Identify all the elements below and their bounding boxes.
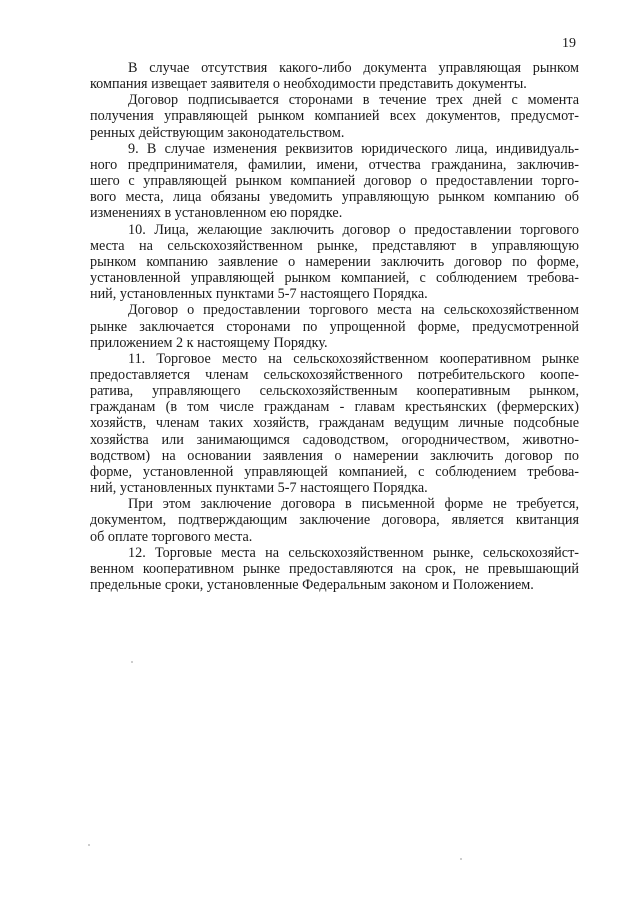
paragraph <box>90 351 579 496</box>
text-line: ний, установленных пунктами 5-7 настоящего Порядка. <box>90 480 428 497</box>
text-line: шего с управляющей рынком компанией договор о предоставлении торго- <box>90 173 579 190</box>
body-text <box>90 60 579 593</box>
paragraph <box>90 222 579 303</box>
text-line: предельные сроки, установленные Федеральным законом и Положением. <box>90 577 534 593</box>
paragraph <box>90 60 579 92</box>
text-line: получения управляющей рынком компанией всех документов, предусмот- <box>90 108 579 125</box>
scan-speck <box>460 858 462 860</box>
text-line: компания извещает заявителя о необходимости представить документы. <box>90 76 527 93</box>
text-line: рынке заключается сторонами по упрощенной форме, предусмотренной <box>90 318 579 335</box>
text-line: 10. Лица, желающие заключить договор о предоставлении торгового <box>128 221 579 238</box>
text-line: 9. В случае изменения реквизитов юридического лица, индивидуаль- <box>128 140 579 157</box>
text-line: 11. Торговое место на сельскохозяйственном кооперативном рынке <box>128 350 579 367</box>
paragraph <box>90 545 579 593</box>
text-line: форме, установленной управляющей компанией, с соблюдением требова- <box>90 463 579 480</box>
text-line: установленной управляющей рынком компанией, с соблюдением требова- <box>90 270 579 287</box>
text-line: документом, подтверждающим заключение договора, является квитанция <box>90 512 579 529</box>
paragraph <box>90 496 579 544</box>
text-line: изменениях в установленном ею порядке. <box>90 205 343 222</box>
text-line: рынком компанию заявление о намерении заключить договор по форме, <box>90 253 579 270</box>
text-line: 12. Торговые места на сельскохозяйственном рынке, сельскохозяйст- <box>128 544 579 561</box>
text-line: При этом заключение договора в письменной форме не требуется, <box>128 496 579 513</box>
text-line: ний, установленных пунктами 5-7 настоящего Порядка. <box>90 286 428 303</box>
text-line: вого места, лица обязаны уведомить управляющую рынком компанию об <box>90 189 579 206</box>
text-line: водством) на основании заявления о намерении заключить договор по <box>90 447 579 464</box>
text-line: В случае отсутствия какого-либо документа управляющая рынком <box>128 60 579 76</box>
text-line: ратива, управляющего сельскохозяйственным кооперативным рынком, <box>90 383 579 400</box>
text-line: об оплате торгового места. <box>90 528 253 545</box>
text-line: Договор подписывается сторонами в течение трех дней с момента <box>128 92 579 109</box>
scan-speck <box>131 661 133 663</box>
text-line: венном кооперативном рынке предоставляются на срок, не превышающий <box>90 560 579 577</box>
text-line: места на сельскохозяйственном рынке, представляют в управляющую <box>90 237 579 254</box>
text-line: предоставляется членам сельскохозяйственного потребительского коопе- <box>90 366 579 383</box>
paragraph <box>90 302 579 350</box>
text-line: приложением 2 к настоящему Порядку. <box>90 334 328 351</box>
page-number: 19 <box>562 36 576 51</box>
paragraph <box>90 141 579 222</box>
scan-speck <box>88 844 90 846</box>
text-line: хозяйств, членам таких хозяйств, гражданам ведущим личные подсобные <box>90 415 579 432</box>
text-line: ного предпринимателя, фамилии, имени, отчества гражданина, заключив- <box>90 156 579 173</box>
text-line: гражданам (в том числе гражданам - главам крестьянских (фермерских) <box>90 399 579 416</box>
paragraph <box>90 92 579 140</box>
text-line: хозяйства или занимающимся садоводством, огородничеством, животно- <box>90 431 579 448</box>
text-line: Договор о предоставлении торгового места на сельскохозяйственном <box>128 302 579 319</box>
text-line: ренных действующим законодательством. <box>90 124 345 141</box>
